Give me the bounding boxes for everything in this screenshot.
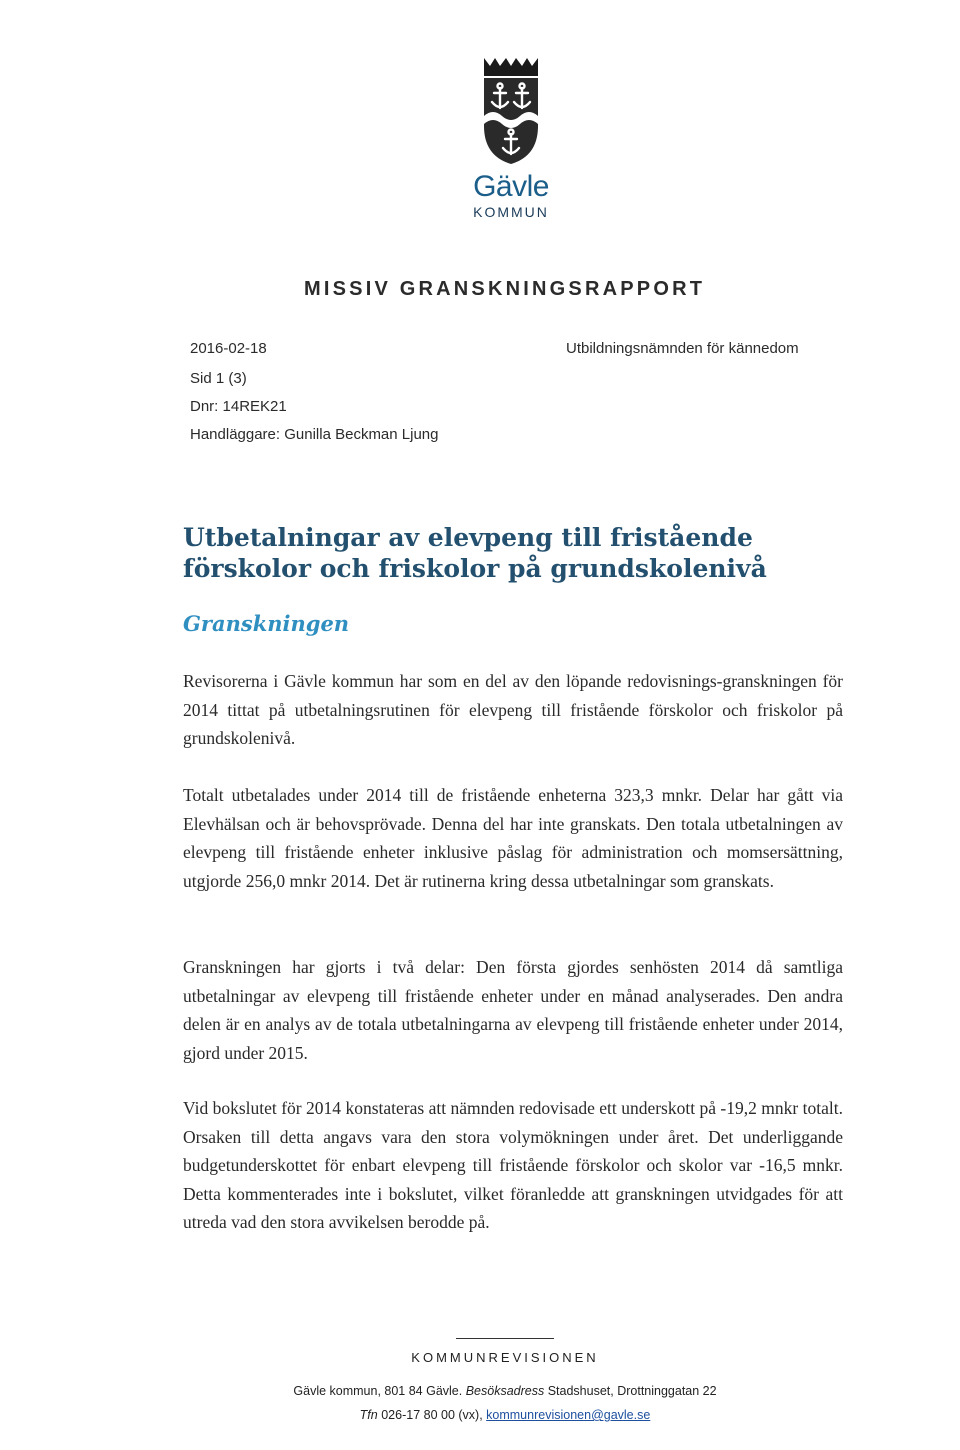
handler-name: Handläggare: Gunilla Beckman Ljung: [190, 426, 439, 443]
postal-address: Gävle kommun, 801 84 Gävle.: [293, 1384, 463, 1398]
paragraph: Granskningen har gjorts i två delar: Den första gjordes senhösten 2014 då samtliga utbetalningar av elevpeng till fristående enheter under en månad analyserades. Den andra delen är en analys av de totala utbetalningarna av elevpeng till fristående enheter under 2014, gjord under 2015.: [183, 957, 843, 1063]
gavle-kommun-logo: [456, 56, 566, 226]
page-number: Sid 1 (3): [190, 370, 247, 387]
paragraph: Totalt utbetalades under 2014 till de fristående enheterna 323,3 mnkr. Delar har gått via Elevhälsan och är behovsprövade. Denna del har inte granskats. Den totala utbetalningen av elevpeng till fristående enheter inklusive påslag för administration och momsersättning, utgjorde 256,0 mnkr 2014. Det är rutinerna kring dessa utbetalningar som granskats.: [183, 785, 843, 891]
footer-address: [0, 1384, 960, 1398]
document-date: 2016-02-18: [190, 340, 267, 357]
recipient: Utbildningsnämnden för kännedom: [566, 340, 799, 357]
report-title: Utbetalningar av elevpeng till fristående förskolor och friskolor på grundskolenivå: [183, 523, 767, 583]
visit-address-label: Besöksadress: [465, 1384, 545, 1398]
phone-number: 026-17 80 00 (vx),: [381, 1408, 483, 1422]
document-type-heading: MISSIV GRANSKNINGSRAPPORT: [304, 278, 706, 300]
coat-of-arms-icon: [478, 56, 544, 166]
footer-divider: [456, 1338, 554, 1339]
paragraph: Vid bokslutet för 2014 konstateras att nämnden redovisade ett underskott på -19,2 mnkr totalt. Orsaken till detta angavs vara den stora volymökningen under året. Det underliggande budgetunderskottet för enbart elevpeng till fristående förskolor och skolor var -16,5 mnkr. Detta kommenterades inte i bokslutet, vilket föranledde att granskningen utvidgades för att utreda vad den stora avvikelsen berodde på.: [183, 1098, 843, 1232]
email-link[interactable]: kommunrevisionen@gavle.se: [486, 1408, 651, 1422]
reference-number: Dnr: 14REK21: [190, 398, 287, 415]
paragraph: Revisorerna i Gävle kommun har som en del av den löpande redovisnings-granskningen för 2014 tittat på utbetalningsrutinen för elevpeng till fristående förskolor och friskolor på grundskolenivå.: [183, 671, 843, 748]
footer-contact: [0, 1408, 960, 1422]
logo-wordmark: Gävle: [473, 170, 549, 203]
visit-address: Stadshuset, Drottninggatan 22: [547, 1384, 717, 1398]
footer-organization: KOMMUNREVISIONEN: [411, 1350, 599, 1365]
logo-subtitle: KOMMUN: [473, 204, 549, 220]
section-heading: Granskningen: [183, 611, 350, 636]
phone-label: Tfn: [359, 1408, 378, 1422]
